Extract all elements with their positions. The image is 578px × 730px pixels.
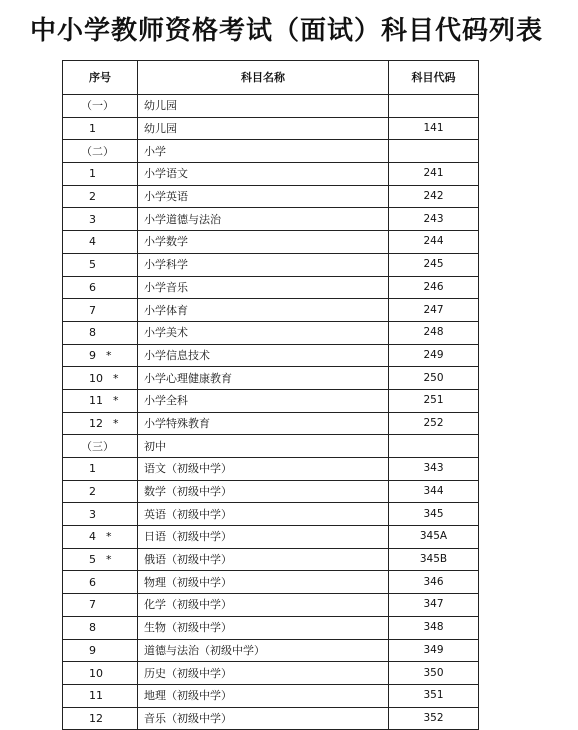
table-row xyxy=(63,321,479,344)
table-row xyxy=(63,231,479,254)
row-subject-code: 241 xyxy=(389,163,479,186)
row-seq-cell xyxy=(63,253,138,276)
document-title: 中小学教师资格考试（面试）科目代码列表 xyxy=(30,16,544,46)
row-subject-name: 道德与法治（初级中学） xyxy=(138,639,389,662)
table-row xyxy=(63,594,479,617)
row-subject-name: 幼儿园 xyxy=(138,117,389,140)
row-seq: 12 xyxy=(89,416,103,430)
row-subject-code: 352 xyxy=(389,707,479,730)
row-subject-name: 化学（初级中学） xyxy=(138,594,389,617)
row-subject-code: 345 xyxy=(389,503,479,526)
row-seq-cell xyxy=(63,639,138,662)
row-seq-cell xyxy=(63,526,138,549)
row-star-mark: * xyxy=(106,348,112,362)
row-subject-name: 小学英语 xyxy=(138,185,389,208)
row-seq: 6 xyxy=(89,280,96,294)
row-subject-code: 347 xyxy=(389,594,479,617)
row-seq: 2 xyxy=(89,485,96,499)
row-subject-code: 248 xyxy=(389,321,479,344)
row-seq-cell xyxy=(63,435,138,458)
row-subject-code: 250 xyxy=(389,367,479,390)
row-subject-name: 历史（初级中学） xyxy=(138,662,389,685)
row-star-mark: * xyxy=(106,530,112,544)
row-subject-name: 小学体育 xyxy=(138,299,389,322)
row-seq-cell xyxy=(63,140,138,163)
row-subject-code: 348 xyxy=(389,616,479,639)
row-seq-cell xyxy=(63,503,138,526)
row-seq: （三） xyxy=(81,439,114,453)
row-seq-cell xyxy=(63,231,138,254)
row-subject-name: 小学心理健康教育 xyxy=(138,367,389,390)
row-subject-code: 243 xyxy=(389,208,479,231)
subject-code-table xyxy=(62,60,479,730)
row-subject-code: 350 xyxy=(389,662,479,685)
row-subject-name: 小学数学 xyxy=(138,231,389,254)
row-subject-name: 俄语（初级中学） xyxy=(138,548,389,571)
row-seq-cell xyxy=(63,117,138,140)
row-subject-code: 345A xyxy=(389,526,479,549)
row-seq: （一） xyxy=(81,99,114,113)
table-row xyxy=(63,662,479,685)
table-row xyxy=(63,299,479,322)
row-seq: 4 xyxy=(89,235,96,249)
row-seq: （二） xyxy=(81,144,114,158)
row-seq-cell xyxy=(63,458,138,481)
row-subject-name: 日语（初级中学） xyxy=(138,526,389,549)
row-subject-name: 初中 xyxy=(138,435,389,458)
row-subject-name: 音乐（初级中学） xyxy=(138,707,389,730)
row-seq: 10 xyxy=(89,371,103,385)
header-subject-name: 科目名称 xyxy=(138,61,389,95)
row-seq-cell xyxy=(63,548,138,571)
row-seq-cell xyxy=(63,321,138,344)
row-seq-cell xyxy=(63,594,138,617)
row-seq-cell xyxy=(63,571,138,594)
row-seq: 9 xyxy=(89,348,96,362)
row-subject-code xyxy=(389,140,479,163)
row-subject-code: 247 xyxy=(389,299,479,322)
row-seq: 1 xyxy=(89,462,96,476)
row-seq-cell xyxy=(63,163,138,186)
row-subject-code: 343 xyxy=(389,458,479,481)
row-seq: 2 xyxy=(89,190,96,204)
table-group-row xyxy=(63,435,479,458)
row-star-mark: * xyxy=(106,553,112,567)
row-seq-cell xyxy=(63,707,138,730)
row-seq: 5 xyxy=(89,258,96,272)
table-group-row xyxy=(63,95,479,118)
table-row xyxy=(63,616,479,639)
row-seq: 3 xyxy=(89,507,96,521)
row-seq-cell xyxy=(63,412,138,435)
row-subject-name: 小学全科 xyxy=(138,389,389,412)
row-subject-name: 物理（初级中学） xyxy=(138,571,389,594)
table-row xyxy=(63,276,479,299)
row-seq: 11 xyxy=(89,689,103,703)
row-subject-code: 141 xyxy=(389,117,479,140)
row-seq-cell xyxy=(63,616,138,639)
row-subject-code xyxy=(389,435,479,458)
row-subject-name: 小学美术 xyxy=(138,321,389,344)
row-seq: 7 xyxy=(89,303,96,317)
table-row xyxy=(63,117,479,140)
table-row xyxy=(63,344,479,367)
row-seq-cell xyxy=(63,185,138,208)
row-subject-code: 249 xyxy=(389,344,479,367)
table-row xyxy=(63,571,479,594)
row-subject-name: 小学特殊教育 xyxy=(138,412,389,435)
row-subject-code: 246 xyxy=(389,276,479,299)
row-seq: 11 xyxy=(89,394,103,408)
row-seq-cell xyxy=(63,480,138,503)
row-seq: 4 xyxy=(89,530,96,544)
table-row xyxy=(63,185,479,208)
row-seq: 12 xyxy=(89,711,103,725)
row-star-mark: * xyxy=(113,371,119,385)
table-row xyxy=(63,458,479,481)
table-group-row xyxy=(63,140,479,163)
table-row xyxy=(63,163,479,186)
row-seq: 7 xyxy=(89,598,96,612)
table-row xyxy=(63,480,479,503)
row-subject-code xyxy=(389,95,479,118)
row-subject-code: 349 xyxy=(389,639,479,662)
row-seq: 8 xyxy=(89,621,96,635)
row-subject-code: 346 xyxy=(389,571,479,594)
row-subject-name: 小学 xyxy=(138,140,389,163)
row-seq-cell xyxy=(63,684,138,707)
table-row xyxy=(63,548,479,571)
row-subject-name: 小学信息技术 xyxy=(138,344,389,367)
header-subject-code: 科目代码 xyxy=(389,61,479,95)
row-seq: 9 xyxy=(89,643,96,657)
row-subject-code: 351 xyxy=(389,684,479,707)
row-subject-name: 地理（初级中学） xyxy=(138,684,389,707)
row-seq-cell xyxy=(63,208,138,231)
row-seq-cell xyxy=(63,662,138,685)
row-seq-cell xyxy=(63,276,138,299)
row-seq-cell xyxy=(63,344,138,367)
table-row xyxy=(63,684,479,707)
row-seq-cell xyxy=(63,367,138,390)
row-subject-code: 242 xyxy=(389,185,479,208)
row-subject-name: 数学（初级中学） xyxy=(138,480,389,503)
table-row xyxy=(63,639,479,662)
table-row xyxy=(63,208,479,231)
row-subject-code: 344 xyxy=(389,480,479,503)
row-seq: 1 xyxy=(89,122,96,136)
row-seq-cell xyxy=(63,95,138,118)
row-subject-name: 生物（初级中学） xyxy=(138,616,389,639)
row-star-mark: * xyxy=(113,394,119,408)
row-subject-name: 小学语文 xyxy=(138,163,389,186)
row-seq-cell xyxy=(63,299,138,322)
table-row xyxy=(63,389,479,412)
table-body xyxy=(63,95,479,730)
header-seq: 序号 xyxy=(63,61,138,95)
row-seq: 1 xyxy=(89,167,96,181)
row-seq: 6 xyxy=(89,575,96,589)
row-seq: 3 xyxy=(89,212,96,226)
row-star-mark: * xyxy=(113,416,119,430)
row-seq: 8 xyxy=(89,326,96,340)
table-row xyxy=(63,707,479,730)
row-subject-name: 语文（初级中学） xyxy=(138,458,389,481)
row-subject-name: 小学道德与法治 xyxy=(138,208,389,231)
table-row xyxy=(63,367,479,390)
table-row xyxy=(63,503,479,526)
table-header-row xyxy=(63,61,479,95)
row-subject-code: 245 xyxy=(389,253,479,276)
row-subject-name: 小学音乐 xyxy=(138,276,389,299)
row-subject-code: 252 xyxy=(389,412,479,435)
row-seq: 10 xyxy=(89,666,103,680)
row-seq-cell xyxy=(63,389,138,412)
row-subject-code: 244 xyxy=(389,231,479,254)
row-subject-code: 251 xyxy=(389,389,479,412)
table-row xyxy=(63,412,479,435)
table-row xyxy=(63,526,479,549)
table-row xyxy=(63,253,479,276)
row-subject-code: 345B xyxy=(389,548,479,571)
row-subject-name: 幼儿园 xyxy=(138,95,389,118)
row-subject-name: 英语（初级中学） xyxy=(138,503,389,526)
row-subject-name: 小学科学 xyxy=(138,253,389,276)
row-seq: 5 xyxy=(89,553,96,567)
